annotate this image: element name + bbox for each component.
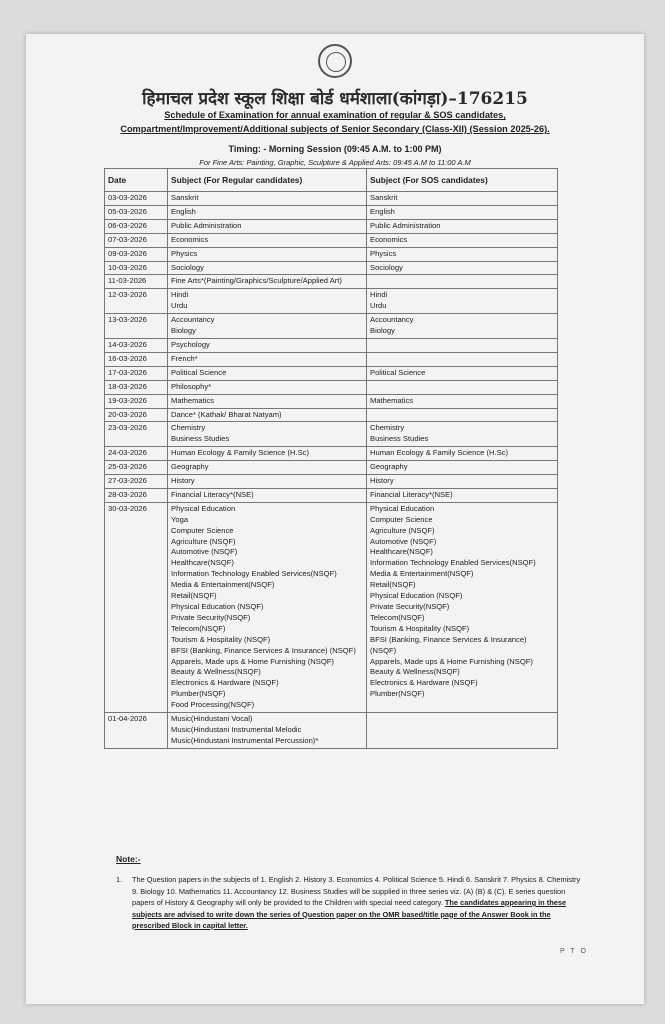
sos-subject-cell — [367, 488, 558, 502]
subject-line: Beauty & Wellness(NSQF) — [171, 667, 261, 677]
table-header-row — [105, 169, 558, 192]
pto-marker: P T O — [560, 948, 588, 955]
sos-column-header: Subject (For SOS candidates) — [367, 169, 558, 192]
sos-subject-cell — [367, 475, 558, 489]
subject-line: Biology — [171, 326, 196, 336]
subject-line: Electronics & Hardware (NSQF) — [370, 678, 478, 688]
date-cell: 16-03-2026 — [105, 352, 168, 366]
date-cell: 28-03-2026 — [105, 488, 168, 502]
regular-column-header: Subject (For Regular candidates) — [168, 169, 367, 192]
subject-line: Psychology — [171, 339, 210, 349]
note-text — [132, 874, 586, 932]
regular-subject-cell — [168, 352, 367, 366]
subject-line: English — [370, 206, 395, 216]
table-row — [105, 247, 558, 261]
subject-line: Computer Science — [370, 514, 433, 524]
sos-subject-cell — [367, 352, 558, 366]
subject-line: Plumber(NSQF) — [370, 689, 425, 699]
sos-subject-cell — [367, 713, 558, 749]
table-row — [105, 314, 558, 339]
table-row — [105, 713, 558, 749]
subject-line: Accountancy — [171, 315, 215, 325]
subject-line: Physical Education — [171, 503, 236, 513]
date-cell: 30-03-2026 — [105, 502, 168, 712]
subject-line: Urdu — [370, 301, 387, 311]
regular-subject-cell — [168, 219, 367, 233]
table-row — [105, 380, 558, 394]
sos-subject-cell — [367, 314, 558, 339]
subject-line: Financial Literacy*(NSE) — [370, 489, 453, 499]
table-row — [105, 219, 558, 233]
subject-line: Music(Hindustani Vocal) — [171, 714, 253, 724]
date-cell: 03-03-2026 — [105, 192, 168, 206]
table-row — [105, 502, 558, 712]
subject-line: Automotive (NSQF) — [370, 536, 437, 546]
table-row — [105, 366, 558, 380]
date-cell: 10-03-2026 — [105, 261, 168, 275]
schedule-body — [105, 192, 558, 749]
table-row — [105, 394, 558, 408]
subject-line: Hindi — [370, 290, 388, 300]
table-row — [105, 475, 558, 489]
subject-line: English — [171, 206, 196, 216]
sos-subject-cell — [367, 366, 558, 380]
subject-line: Sanskrit — [370, 193, 398, 202]
regular-subject-cell — [168, 475, 367, 489]
subject-line: Sanskrit — [171, 193, 199, 202]
subject-line: Physical Education — [370, 503, 435, 513]
board-title: हिमाचल प्रदेश स्कूल शिक्षा बोर्ड धर्मशाला(कांगड़ा)–176215 — [142, 89, 528, 109]
note-block — [116, 874, 586, 932]
date-cell: 13-03-2026 — [105, 314, 168, 339]
sos-subject-cell — [367, 422, 558, 447]
date-cell: 27-03-2026 — [105, 475, 168, 489]
document-page — [26, 34, 644, 1004]
subject-line: Physical Education (NSQF) — [370, 591, 463, 601]
subject-line: Public Administration — [370, 220, 441, 230]
subject-line: Computer Science — [171, 525, 234, 535]
regular-subject-cell — [168, 713, 367, 749]
sos-subject-cell — [367, 261, 558, 275]
table-row — [105, 447, 558, 461]
regular-subject-cell — [168, 447, 367, 461]
subject-line: Agriculture (NSQF) — [171, 536, 236, 546]
subject-line: Business Studies — [370, 434, 429, 444]
subject-line: Physical Education (NSQF) — [171, 602, 264, 611]
subject-line: Retail(NSQF) — [370, 580, 416, 590]
subject-line: Telecom(NSQF) — [370, 612, 425, 622]
note-number: 1. — [116, 875, 123, 884]
date-cell: 20-03-2026 — [105, 408, 168, 422]
date-cell: 18-03-2026 — [105, 380, 168, 394]
date-cell: 01-04-2026 — [105, 713, 168, 749]
sos-subject-cell — [367, 205, 558, 219]
subject-line: Information Technology Enabled Services(NSQF) — [370, 558, 536, 568]
subject-line: Political Science — [171, 367, 227, 377]
sos-subject-cell — [367, 233, 558, 247]
table-row — [105, 352, 558, 366]
date-cell: 23-03-2026 — [105, 422, 168, 447]
subject-line: Dance* (Kathak/ Bharat Natyam) — [171, 409, 282, 419]
regular-subject-cell — [168, 233, 367, 247]
subject-line: Economics — [370, 234, 408, 244]
sos-subject-cell — [367, 289, 558, 314]
subject-line: Urdu — [171, 301, 188, 311]
sos-subject-cell — [367, 247, 558, 261]
date-column-header: Date — [105, 169, 168, 192]
date-cell: 19-03-2026 — [105, 394, 168, 408]
subject-line: Private Security(NSQF) — [171, 612, 251, 622]
regular-subject-cell — [168, 394, 367, 408]
subject-line: Mathematics — [171, 395, 215, 405]
subject-line: Plumber(NSQF) — [171, 689, 226, 699]
regular-subject-cell — [168, 247, 367, 261]
subject-line: BFSI (Banking, Finance Services & Insurance) (NSQF) — [370, 634, 527, 655]
sos-subject-cell — [367, 192, 558, 206]
subject-line: Food Processing(NSQF) — [171, 700, 255, 710]
table-row — [105, 233, 558, 247]
subject-line: Media & Entertainment(NSQF) — [171, 580, 275, 590]
subject-line: Physics — [370, 248, 397, 258]
regular-subject-cell — [168, 314, 367, 339]
subject-line: Financial Literacy*(NSE) — [171, 489, 254, 499]
subject-line: Automotive (NSQF) — [171, 547, 238, 557]
table-row — [105, 261, 558, 275]
regular-subject-cell — [168, 275, 367, 289]
date-cell: 05-03-2026 — [105, 205, 168, 219]
subject-line: Chemistry — [171, 423, 206, 433]
subject-line: Human Ecology & Family Science (H.Sc) — [370, 448, 508, 458]
subject-line: History — [370, 476, 394, 486]
table-row — [105, 205, 558, 219]
regular-subject-cell — [168, 366, 367, 380]
subject-line: Economics — [171, 234, 209, 244]
subject-line: Media & Entertainment(NSQF) — [370, 569, 474, 579]
date-cell: 12-03-2026 — [105, 289, 168, 314]
subject-line: Apparels, Made ups & Home Furnishing (NSQF) — [370, 656, 533, 666]
table-row — [105, 275, 558, 289]
regular-subject-cell — [168, 408, 367, 422]
subject-line — [370, 410, 554, 421]
sos-subject-cell — [367, 380, 558, 394]
table-row — [105, 338, 558, 352]
sos-subject-cell — [367, 338, 558, 352]
subject-line: Philosophy* — [171, 381, 212, 391]
subject-line: Geography — [370, 462, 408, 472]
subject-line: Sociology — [370, 262, 403, 272]
table-row — [105, 192, 558, 206]
subject-line: BFSI (Banking, Finance Services & Insurance) (NSQF) — [171, 645, 356, 655]
subject-line: Private Security(NSQF) — [370, 602, 450, 611]
board-seal-icon — [318, 44, 352, 78]
subject-line: Physics — [171, 248, 198, 258]
exam-schedule-table — [104, 168, 558, 749]
sos-subject-cell — [367, 461, 558, 475]
subject-line: Public Administration — [171, 220, 242, 230]
subject-line: Hindi — [171, 290, 189, 300]
regular-subject-cell — [168, 488, 367, 502]
regular-subject-cell — [168, 192, 367, 206]
subject-line: Fine Arts*(Painting/Graphics/Sculpture/Applied Art) — [171, 276, 342, 286]
subject-line: Sociology — [171, 262, 204, 272]
sos-subject-cell — [367, 219, 558, 233]
subject-line: Telecom(NSQF) — [171, 623, 226, 633]
subject-line: Electronics & Hardware (NSQF) — [171, 678, 279, 688]
regular-subject-cell — [168, 461, 367, 475]
date-cell: 14-03-2026 — [105, 338, 168, 352]
date-cell: 11-03-2026 — [105, 275, 168, 289]
subject-line: French* — [171, 353, 198, 363]
subject-line: Accountancy — [370, 315, 414, 325]
subject-line — [370, 714, 554, 725]
subject-line: Yoga — [171, 514, 189, 524]
fine-arts-timing-note: For Fine Arts: Painting, Graphic, Sculpture & Applied Arts: 09:45 A.M to 11:00 A.M — [199, 158, 471, 167]
regular-subject-cell — [168, 502, 367, 712]
timing-line: Timing: - Morning Session (09:45 A.M. to 1:00 PM) — [228, 144, 442, 154]
regular-subject-cell — [168, 338, 367, 352]
table-row — [105, 488, 558, 502]
subject-line — [370, 382, 554, 393]
regular-subject-cell — [168, 205, 367, 219]
schedule-subtitle-line-2: Compartment/Improvement/Additional subjects of Senior Secondary (Class-XII) (Session 2025-26). — [120, 124, 550, 134]
date-cell: 25-03-2026 — [105, 461, 168, 475]
subject-line: Music(Hindustani Instrumental Percussion)* — [171, 735, 319, 745]
date-cell: 17-03-2026 — [105, 366, 168, 380]
date-cell: 06-03-2026 — [105, 219, 168, 233]
subject-line: Tourism & Hospitality (NSQF) — [370, 623, 470, 633]
subject-line: Biology — [370, 326, 395, 336]
schedule-subtitle-line-1: Schedule of Examination for annual examination of regular & SOS candidates, — [164, 110, 506, 120]
subject-line: Human Ecology & Family Science (H.Sc) — [171, 448, 309, 458]
table-row — [105, 289, 558, 314]
table-row — [105, 422, 558, 447]
subject-line: Tourism & Hospitality (NSQF) — [171, 634, 271, 644]
date-cell: 09-03-2026 — [105, 247, 168, 261]
note-heading: Note:- — [116, 854, 141, 864]
subject-line: Political Science — [370, 367, 426, 377]
table-row — [105, 461, 558, 475]
subject-line — [370, 354, 554, 365]
date-cell: 07-03-2026 — [105, 233, 168, 247]
subject-line: Healthcare(NSQF) — [171, 558, 234, 568]
subject-line — [370, 276, 554, 287]
subject-line: Information Technology Enabled Services(NSQF) — [171, 569, 337, 579]
subject-line: Apparels, Made ups & Home Furnishing (NSQF) — [171, 656, 334, 666]
subject-line: Healthcare(NSQF) — [370, 547, 433, 557]
subject-line: Mathematics — [370, 395, 414, 405]
subject-line: Retail(NSQF) — [171, 591, 217, 601]
subject-line — [370, 340, 554, 351]
table-row — [105, 408, 558, 422]
regular-subject-cell — [168, 261, 367, 275]
note-body: The Question papers in the subjects of 1. English 2. History 3. Economics 4. Political Science 5. Hindi 6. Sanskrit 7. Physics 8. Chemistry 9. Biology 10. Mathematics 11. Accountancy 12. Business Studies will be supplied in three series viz. (A) (B) & (C). E series question papers of History & Geography will only be provided to the Children with special need category. — [132, 875, 581, 907]
sos-subject-cell — [367, 408, 558, 422]
sos-subject-cell — [367, 394, 558, 408]
regular-subject-cell — [168, 422, 367, 447]
subject-line: Chemistry — [370, 423, 405, 433]
subject-line: Music(Hindustani Instrumental Melodic — [171, 724, 302, 734]
regular-subject-cell — [168, 380, 367, 394]
sos-subject-cell — [367, 502, 558, 712]
regular-subject-cell — [168, 289, 367, 314]
subject-line: History — [171, 476, 195, 486]
subject-line: Business Studies — [171, 434, 230, 444]
date-cell: 24-03-2026 — [105, 447, 168, 461]
subject-line: Beauty & Wellness(NSQF) — [370, 667, 460, 677]
subject-line: Geography — [171, 462, 209, 472]
sos-subject-cell — [367, 447, 558, 461]
sos-subject-cell — [367, 275, 558, 289]
note-emphasis: The candidates appearing in these subjects are advised to write down the series of Question paper on the OMR based/title page of the Answer Book in the prescribed Block in capital letter. — [132, 898, 567, 930]
subject-line: Agriculture (NSQF) — [370, 525, 435, 535]
